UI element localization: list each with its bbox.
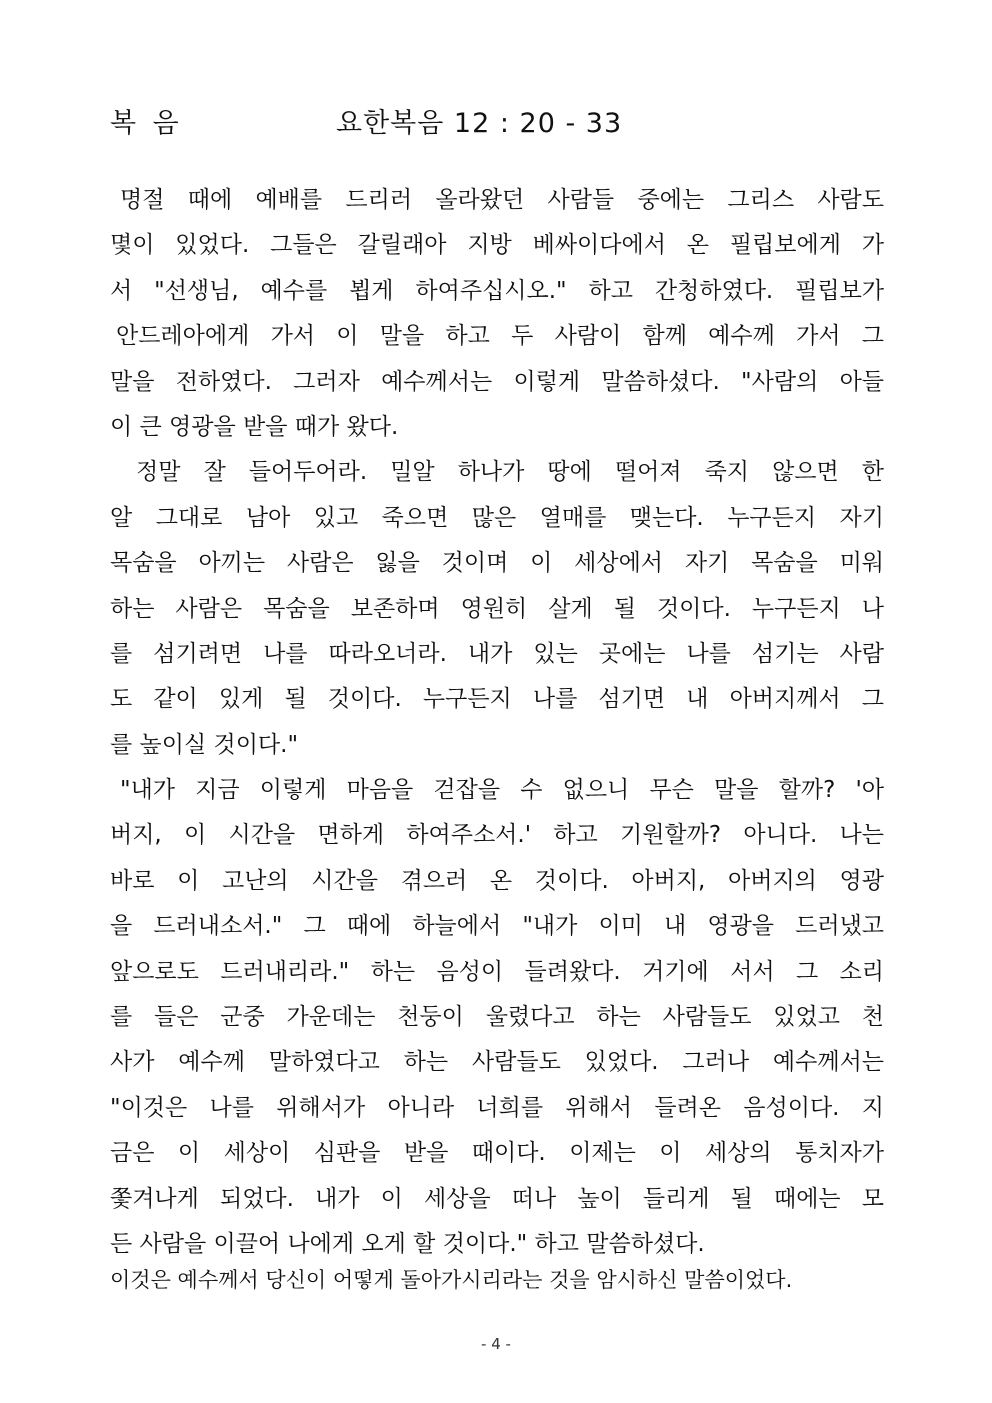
text-line: 말을 전하였다. 그러자 예수께서는 이렇게 말씀하셨다. "사람의 아들 (110, 368, 884, 395)
text-line: 목숨을 아끼는 사람은 잃을 것이며 이 세상에서 자기 목숨을 미워 (110, 550, 884, 577)
text-line: 앞으로도 드러내리라." 하는 음성이 들려왔다. 거기에 서서 그 소리 (110, 958, 884, 985)
text-line: 금은 이 세상이 심판을 받을 때이다. 이제는 이 세상의 통치자가 (110, 1140, 884, 1167)
text-line: 안드레아에게 가서 이 말을 하고 두 사람이 함께 예수께 가서 그 (116, 323, 884, 350)
text-line: 를 섬기려면 나를 따라오너라. 내가 있는 곳에는 나를 섬기는 사람 (110, 640, 884, 667)
text-line: "이것은 나를 위해서가 아니라 너희를 위해서 들려온 음성이다. 지 (110, 1094, 884, 1121)
text-line: 서 "선생님, 예수를 뵙게 하여주십시오." 하고 간청하였다. 필립보가 (110, 277, 884, 304)
text-line: 명절 때에 예배를 드리러 올라왔던 사람들 중에는 그리스 사람도 (120, 187, 884, 213)
page-number: - 4 - (481, 1335, 511, 1353)
text-line: 이 큰 영광을 받을 때가 왔다. (110, 413, 399, 440)
text-line: 든 사람을 이끌어 나에게 오게 할 것이다." 하고 말씀하셨다. (110, 1230, 705, 1257)
text-line: 하는 사람은 목숨을 보존하며 영원히 살게 될 것이다. 누구든지 나 (110, 595, 884, 622)
text-line: 도 같이 있게 될 것이다. 누구든지 나를 섬기면 내 아버지께서 그 (110, 686, 884, 713)
text-line: 를 들은 군중 가운데는 천둥이 울렸다고 하는 사람들도 있었고 천 (110, 1004, 884, 1031)
gospel-text (110, 178, 884, 1267)
text-line: "내가 지금 이렇게 마음을 걷잡을 수 없으니 무슨 말을 할까? '아 (120, 777, 884, 804)
text-line: 정말 잘 들어두어라. 밀알 하나가 땅에 떨어져 죽지 않으면 한 (136, 459, 884, 486)
commentary-note: 이것은 예수께서 당신이 어떻게 돌아가시리라는 것을 암시하신 말씀이었다. (110, 1268, 793, 1292)
text-line: 쫓겨나게 되었다. 내가 이 세상을 떠나 높이 들리게 될 때에는 모 (110, 1185, 884, 1212)
text-line: 몇이 있었다. 그들은 갈릴래아 지방 베싸이다에서 온 필립보에게 가 (110, 232, 884, 259)
reading-heading (110, 104, 890, 144)
text-line: 을 드러내소서." 그 때에 하늘에서 "내가 이미 내 영광을 드러냈고 (110, 913, 884, 940)
text-line: 알 그대로 남아 있고 죽으면 많은 열매를 맺는다. 누구든지 자기 (110, 504, 884, 531)
scripture-reference: 요한복음 12 : 20 - 33 (336, 108, 623, 139)
text-line: 사가 예수께 말하였다고 하는 사람들도 있었다. 그러나 예수께서는 (110, 1049, 884, 1076)
text-line: 버지, 이 시간을 면하게 하여주소서.' 하고 기원할까? 아니다. 나는 (110, 822, 884, 849)
text-line: 를 높이실 것이다." (110, 731, 299, 758)
reading-label: 복 음 (110, 108, 183, 139)
text-line: 바로 이 고난의 시간을 겪으러 온 것이다. 아버지, 아버지의 영광 (110, 867, 884, 894)
